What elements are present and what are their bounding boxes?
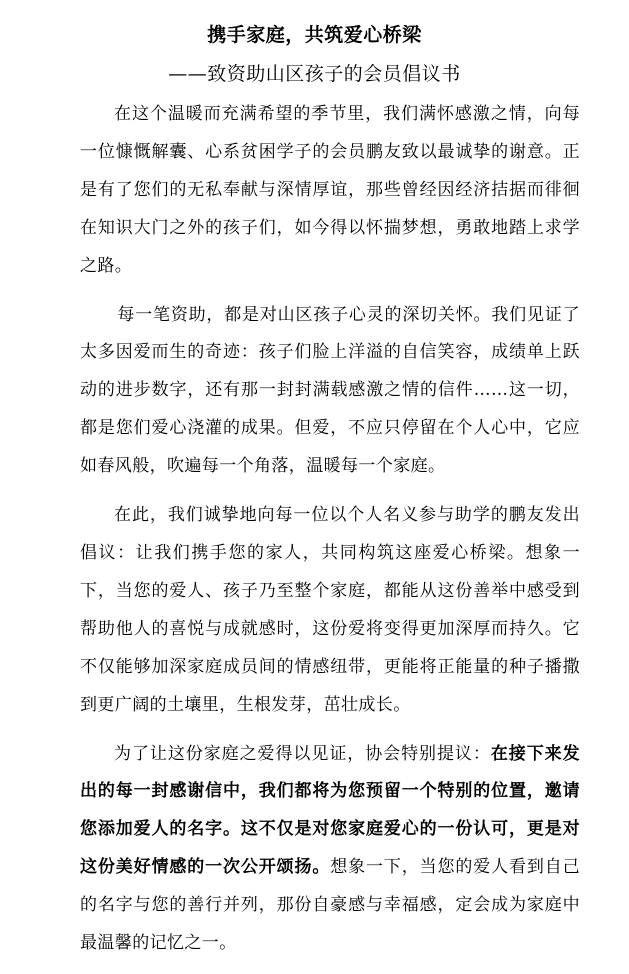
document-body — [80, 96, 580, 974]
paragraph-intro-text: 为了让这份家庭之爱得以见证，协会特别提议： — [114, 743, 491, 764]
document-subtitle: ——致资助山区孩子的会员倡议书 — [168, 63, 461, 85]
paragraph-impact: 每一笔资助，都是对山区孩子心灵的深切关怀。我们见证了太多因爱而生的奇迹：孩子们脸上洋溢的自信笑容，成绩单上跃动的进步数字，还有那一封封满载感激之情的信件……这一切，都是您们爱心浇灌的成果。但爱，不应只停留在个人心中，它应如春风般，吹遍每一个角落，温暖每一个家庭。 — [80, 304, 580, 477]
document-title: 携手家庭，共筑爱心桥梁 — [207, 24, 422, 46]
paragraph-thank-you-letter — [80, 736, 580, 963]
paragraph-gratitude: 在这个温暖而充满希望的季节里，我们满怀感激之情，向每一位慷慨解囊、心系贫困学子的会员鹏友致以最诚挚的谢意。正是有了您们的无私奉献与深情厚谊，那些曾经因经济拮据而徘徊在知识大门之外的孩子们，如今得以怀揣梦想，勇敢地踏上求学之路。 — [80, 104, 580, 276]
paragraph-bold-text: 在接下来发出的每一封感谢信中，我们都将为您预留一个特别的位置，邀请您添加爱人的名字。这不仅是对您家庭爱心的一份认可，更是对这份美好情感的一次公开颂扬。 — [80, 743, 581, 878]
paragraph-proposal: 在此，我们诚挚地向每一位以个人名义参与助学的鹏友发出倡议：让我们携手您的家人，共同构筑这座爱心桥梁。想象一下，当您的爱人、孩子乃至整个家庭，都能从这份善举中感受到帮助他人的喜悦与成就感时，这份爱将变得更加深厚而持久。它不仅能够加深家庭成员间的情感纽带，更能将正能量的种子播撒到更广阔的土壤里，生根发芽，茁壮成长。 — [80, 505, 580, 715]
paragraph-closing-text: 想象一下，当您的爱人看到自己的名字与您的善行并列，那份自豪感与幸福感，定会成为家庭中最温馨的记忆之一。 — [80, 857, 580, 954]
